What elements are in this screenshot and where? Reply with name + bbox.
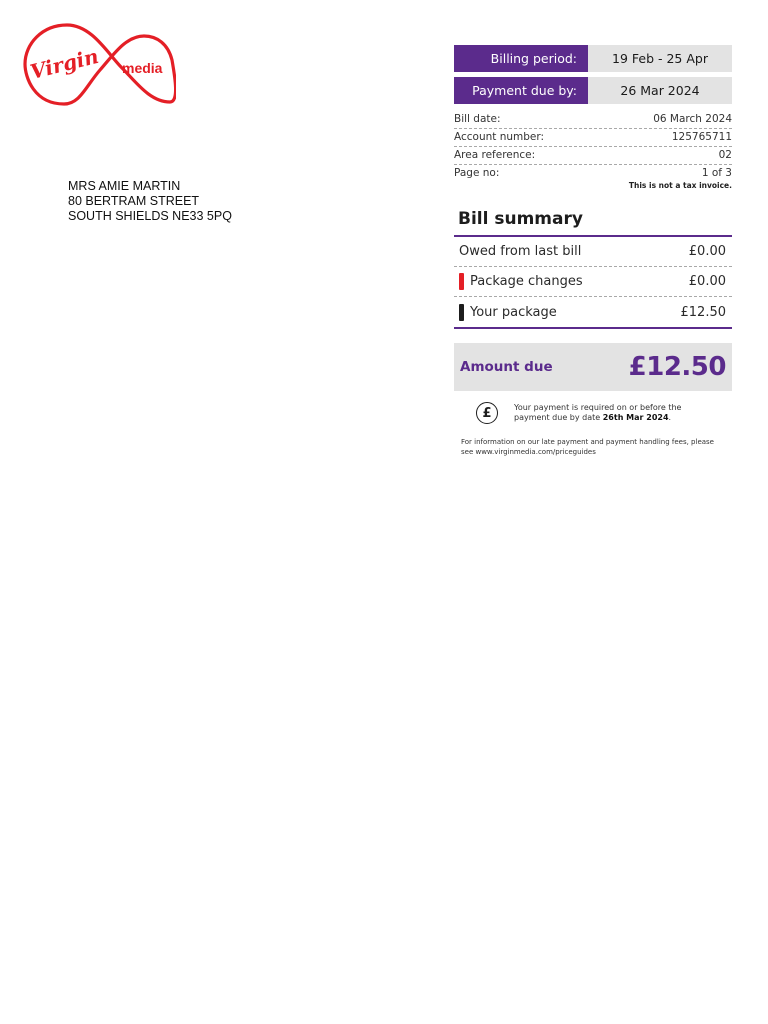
summary-label: Owed from last bill	[459, 244, 582, 259]
billing-period-value: 19 Feb - 25 Apr	[588, 45, 732, 72]
amount-due-box	[454, 343, 732, 391]
bill-panel	[454, 45, 732, 457]
summary-value: £0.00	[688, 274, 726, 289]
summary-label: Package changes	[470, 274, 583, 289]
bill-date-row	[454, 111, 732, 129]
bill-date-value: 06 March 2024	[653, 113, 732, 125]
summary-row-your-package	[454, 297, 732, 329]
bill-meta	[454, 111, 732, 190]
summary-label: Your package	[470, 304, 557, 320]
billing-period-row	[454, 45, 732, 72]
payment-due-row	[454, 77, 732, 104]
account-number-row	[454, 129, 732, 147]
address-line-town: SOUTH SHIELDS NE33 5PQ	[68, 209, 232, 223]
red-marker-icon	[459, 273, 464, 290]
bill-date-label: Bill date:	[454, 113, 501, 125]
billing-period-label: Billing period:	[454, 45, 588, 72]
payment-note-date: 26th Mar 2024	[602, 413, 669, 422]
address-line-street: 80 BERTRAM STREET	[68, 194, 200, 208]
mailing-address	[68, 179, 232, 224]
account-number-value: 125765711	[671, 131, 732, 143]
address-line-name: MRS AMIE MARTIN	[68, 179, 181, 193]
page-no-value: 1 of 3	[701, 167, 732, 179]
bill-summary-title: Bill summary	[454, 206, 732, 237]
area-reference-row	[454, 147, 732, 165]
late-payment-info: For information on our late payment and payment handling fees, please see www.virginmedia.com/priceguides	[461, 438, 714, 456]
summary-row-owed	[454, 237, 732, 267]
summary-value: £0.00	[688, 244, 726, 259]
svg-text:media: media	[122, 60, 163, 76]
page-no-row	[454, 165, 732, 180]
pound-icon: £	[476, 402, 498, 424]
black-marker-icon	[459, 304, 464, 321]
summary-value: £12.50	[680, 304, 726, 320]
summary-row-package-changes	[454, 267, 732, 297]
area-reference-value: 02	[718, 149, 732, 161]
payment-note	[454, 400, 732, 426]
payment-due-label: Payment due by:	[454, 77, 588, 104]
virgin-media-logo	[22, 22, 176, 108]
tax-invoice-note: This is not a tax invoice.	[628, 181, 732, 190]
svg-text:Virgin: Virgin	[27, 43, 101, 84]
amount-due-label: Amount due	[460, 359, 553, 375]
account-number-label: Account number:	[454, 131, 545, 143]
area-reference-label: Area reference:	[454, 149, 536, 161]
payment-due-value: 26 Mar 2024	[588, 77, 732, 104]
amount-due-value: £12.50	[628, 352, 726, 382]
payment-note-text: Your payment is required on or before the payment due by date 26th Mar 2024.	[514, 403, 682, 422]
page-no-label: Page no:	[454, 167, 500, 179]
